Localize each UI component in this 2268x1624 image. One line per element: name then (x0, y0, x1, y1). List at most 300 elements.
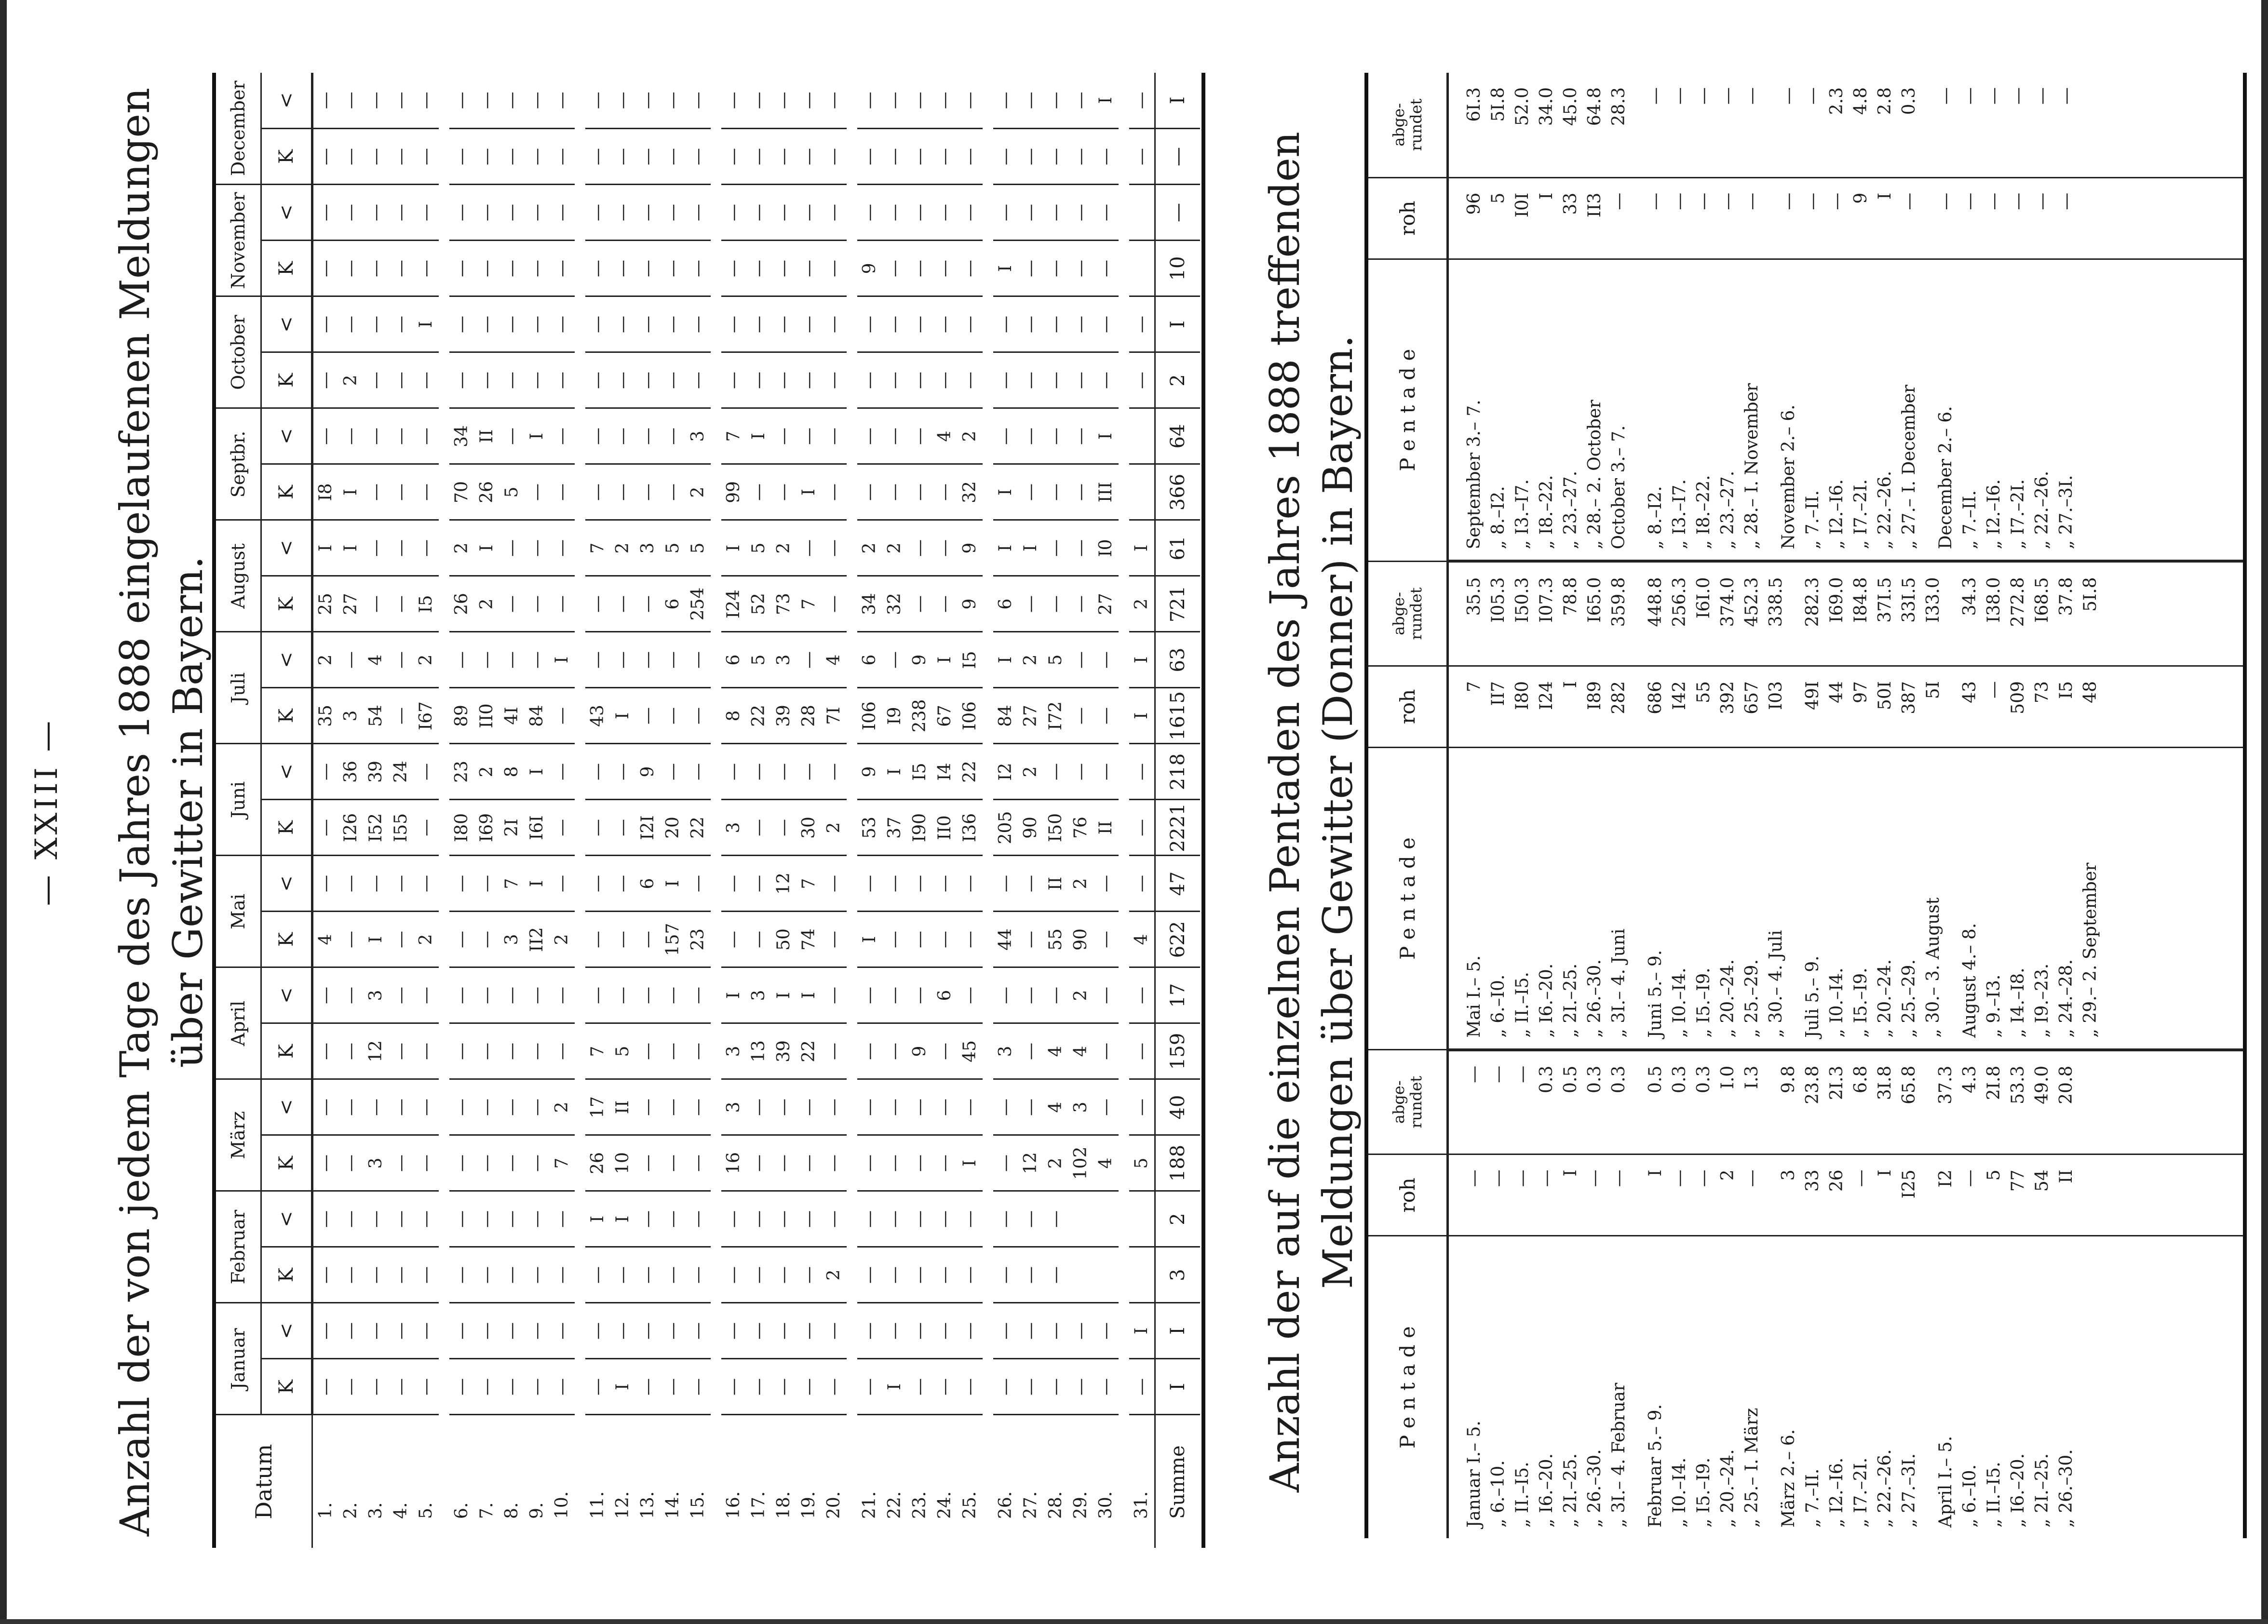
cell-nov-a: — (449, 241, 474, 296)
cell-nov-b: — (414, 185, 439, 241)
cell-aug-b: 5 (686, 520, 711, 576)
cell-aug-a: 27 (1094, 576, 1119, 632)
table-row (958, 73, 983, 1548)
day-label: 30. (1094, 1415, 1119, 1548)
cell-oct-b: — (822, 296, 847, 352)
cell-jul-a: I06 (958, 688, 983, 744)
list-item: Juni 5.– 9. (1646, 950, 1665, 1038)
list-item: 0.5 (1561, 1065, 1580, 1093)
cell-mar-b: — (771, 1079, 796, 1135)
cell-oct-b: — (857, 296, 882, 352)
cell-jun-b: — (414, 744, 439, 800)
cell-mar-b: — (414, 1079, 439, 1135)
cell-oct-a: — (721, 352, 746, 408)
cell-oct-b: — (338, 296, 364, 352)
symbol-lightning-feb: < (261, 1191, 312, 1247)
cell-oct-b: — (796, 296, 822, 352)
cell-dec-b: — (774, 92, 794, 109)
sum-feb-a: 3 (1155, 1247, 1201, 1303)
cell-oct-a: — (1043, 352, 1068, 408)
cell-nov-a: — (661, 241, 686, 296)
list-item: I.3 (1742, 1065, 1762, 1089)
cell-jul-a: — (1094, 688, 1119, 744)
cell-sep-b: 3 (686, 408, 711, 464)
cell-jun-b: I2 (993, 744, 1018, 800)
cell-apr-a: — (474, 1023, 500, 1079)
cell-mai-b: — (958, 856, 983, 912)
list-item: „ 2I.–25. (1561, 1453, 1580, 1528)
list-item: „ I9.–23. (2032, 963, 2052, 1038)
cell-dec-a: — (585, 129, 610, 185)
cell-dec-a: — (525, 129, 550, 185)
cell-jun-a: — (1129, 800, 1155, 856)
month-header-oct: October (216, 296, 261, 408)
cell-aug-a: 254 (686, 576, 711, 632)
list-item: „ 22.–26. (2032, 470, 2052, 550)
cell-feb-a: — (364, 1247, 389, 1303)
cell-dec-a: — (721, 129, 746, 185)
cell-apr-b: — (610, 967, 635, 1023)
cell-mai-a: 23 (686, 912, 711, 967)
cell-jul-b: — (389, 632, 414, 688)
cell-mai-a: — (822, 912, 847, 967)
cell-mai-b: 7 (796, 856, 822, 912)
cell-aug-a: — (932, 576, 958, 632)
cell-jun-a: 3 (721, 800, 746, 856)
cell-jun-b: — (686, 744, 711, 800)
cell-aug-a: — (1043, 576, 1068, 632)
cell-oct-b: — (958, 296, 983, 352)
cell-sep-a: — (907, 464, 932, 520)
day-label: 10. (550, 1415, 575, 1548)
cell-jan-b: — (1094, 1303, 1119, 1359)
cell-oct-a: — (796, 352, 822, 408)
list-item: — (1984, 681, 2004, 699)
cell-jul-a: II0 (474, 688, 500, 744)
list-item: I (1561, 1169, 1580, 1177)
sum-mar-a: 188 (1155, 1135, 1201, 1191)
list-item: „ 6.–I0. (1488, 974, 1508, 1038)
datum-header: Datum (216, 1415, 312, 1548)
cell-mar-b: — (1129, 1079, 1155, 1135)
cell-jan-b: — (857, 1303, 882, 1359)
list-item: I5 (2056, 681, 2076, 699)
cell-jul-b: 4 (822, 632, 847, 688)
month-header-nov: November (216, 185, 261, 296)
list-item: 0.3 (1694, 1065, 1714, 1093)
list-item: „ I2.–I6. (1984, 479, 2004, 550)
cell-apr-a: — (1018, 1023, 1043, 1079)
list-item: I89 (1585, 681, 1605, 711)
cell-oct-a: — (771, 352, 796, 408)
cell-jun-b: — (1094, 744, 1119, 800)
cell-aug-a: — (525, 576, 550, 632)
cell-mar-a: — (907, 1135, 932, 1191)
cell-nov-a: — (610, 241, 635, 296)
cell-feb-a: — (585, 1247, 610, 1303)
cell-jun-b: — (610, 744, 635, 800)
cell-aug-a: 34 (857, 576, 882, 632)
cell-jan-a: I (610, 1359, 635, 1415)
cell-mar-a: — (635, 1135, 661, 1191)
list-item: „ 6.–10. (1488, 1460, 1508, 1528)
symbol-thunder-oct: K (261, 352, 312, 408)
cell-jun-a: I26 (338, 800, 364, 856)
cell-apr-b: — (389, 967, 414, 1023)
day-label: 18. (771, 1415, 796, 1548)
list-item: „ 26.–30. (1585, 1449, 1605, 1528)
cell-feb-a: — (414, 1247, 439, 1303)
cell-feb-a: — (686, 1247, 711, 1303)
cell-aug-a: — (1018, 576, 1043, 632)
cell-sep-a: 5 (500, 464, 525, 520)
sum-jun-a: 2221 (1155, 800, 1201, 856)
symbol-lightning-mai: < (261, 856, 312, 912)
list-item: 37.8 (2056, 577, 2076, 616)
cell-feb-a: — (1018, 1247, 1043, 1303)
list-item: — (1670, 87, 1689, 105)
list-item: 9.8 (1779, 1065, 1798, 1093)
pentade-list-3 (1462, 260, 2079, 560)
cell-jun-a: I50 (1043, 800, 1068, 856)
cell-jun-a: 2I (500, 800, 525, 856)
pentade-list-2 (1462, 748, 2103, 1048)
cell-mar-a: — (338, 1135, 364, 1191)
list-item: „ I5.–I9. (1851, 967, 1871, 1038)
cell-nov-a: I (993, 241, 1018, 296)
list-item: — (1718, 87, 1738, 105)
cell-dec-b: — (552, 92, 572, 109)
list-item: I42 (1670, 681, 1689, 711)
cell-jan-b: — (338, 1303, 364, 1359)
summe-label: Summe (1155, 1415, 1201, 1548)
cell-dec-a: — (1094, 129, 1119, 185)
cell-jun-b: 24 (389, 744, 414, 800)
cell-mai-a: II2 (525, 912, 550, 967)
list-item: 509 (2008, 681, 2028, 714)
list-item: 374.0 (1718, 577, 1738, 627)
cell-mai-b: — (338, 856, 364, 912)
list-item: 48 (2080, 681, 2100, 703)
list-item: I24 (1537, 681, 1556, 711)
cell-feb-a: — (958, 1247, 983, 1303)
cell-nov-b: — (635, 185, 661, 241)
cell-oct-a: — (414, 352, 439, 408)
cell-jun-b: 23 (449, 744, 474, 800)
list-item: 64.8 (1585, 87, 1605, 126)
list-item: 2 (1718, 1169, 1738, 1181)
cell-mai-a: — (746, 912, 771, 967)
list-item: — (1960, 1169, 1980, 1187)
list-item: November 2.– 6. (1779, 404, 1798, 550)
cell-jun-b: — (771, 744, 796, 800)
list-item: „ I0.–I4. (1670, 967, 1689, 1038)
list-item: „ 6.–I0. (1960, 1464, 1980, 1528)
cell-mai-b: — (1129, 856, 1155, 912)
cell-oct-a: — (1094, 352, 1119, 408)
cell-apr-b: — (661, 967, 686, 1023)
list-item: 392 (1718, 681, 1738, 714)
list-item: II (2056, 1169, 2076, 1183)
cell-mai-b: — (686, 856, 711, 912)
table-row (585, 73, 610, 1548)
list-item: — (2056, 192, 2076, 210)
cell-jan-a: — (746, 1359, 771, 1415)
cell-sep-b: I (1094, 408, 1119, 464)
cell-mai-a: 74 (796, 912, 822, 967)
cell-mai-b: — (822, 856, 847, 912)
list-item: „ I0.–I4. (1670, 1457, 1689, 1528)
cell-jan-a: — (550, 1359, 575, 1415)
cell-aug-b: — (550, 520, 575, 576)
table-row (474, 73, 500, 1548)
cell-jul-a: I (1129, 688, 1155, 744)
cell-mar-b: — (1018, 1079, 1043, 1135)
cell-sep-b: — (1043, 408, 1068, 464)
cell-mar-a: — (932, 1135, 958, 1191)
list-item: — (1585, 1169, 1605, 1187)
abge-list-2 (1462, 563, 2103, 665)
symbol-thunder-nov: K (261, 241, 312, 296)
cell-aug-a: 27 (338, 576, 364, 632)
cell-dec-a: — (474, 129, 500, 185)
cell-jul-a: — (661, 688, 686, 744)
cell-dec-b: — (452, 92, 472, 109)
symbol-thunder-mar: K (261, 1135, 312, 1191)
month-header-sep: Septbr. (216, 408, 261, 520)
day-label: 28. (1043, 1415, 1068, 1548)
cell-nov-b: — (1043, 185, 1068, 241)
day-label: 5. (414, 1415, 439, 1548)
list-item: 96 (1464, 192, 1484, 215)
cell-aug-a: — (500, 576, 525, 632)
cell-aug-a: — (550, 576, 575, 632)
cell-mar-b: — (500, 1079, 525, 1135)
cell-oct-b: I (414, 296, 439, 352)
cell-dec-b: — (477, 92, 497, 109)
cell-jan-b: — (1043, 1303, 1068, 1359)
roh-list-3 (1462, 178, 2079, 258)
list-item: December 2.– 6. (1936, 406, 1956, 550)
cell-nov-a: 9 (857, 241, 882, 296)
cell-jul-b: — (449, 632, 474, 688)
cell-jun-a: 53 (857, 800, 882, 856)
cell-mai-b: — (414, 856, 439, 912)
list-item: 78.8 (1561, 577, 1580, 616)
cell-aug-b: — (500, 520, 525, 576)
cell-sep-a: — (932, 464, 958, 520)
month-header-dec: December (216, 73, 261, 185)
list-item: „ 27.– I. December (1899, 385, 1919, 550)
list-item: — (1694, 87, 1714, 105)
cell-feb-b: — (746, 1191, 771, 1247)
cell-sep-a: I (993, 464, 1018, 520)
cell-oct-b: — (550, 296, 575, 352)
list-item: 2.3 (1827, 87, 1847, 115)
list-item: „ 3I.– 4. Februar (1609, 1382, 1629, 1528)
cell-nov-b: — (550, 185, 575, 241)
cell-jul-b: — (796, 632, 822, 688)
cell-nov-a: — (822, 241, 847, 296)
cell-aug-a: 9 (958, 576, 983, 632)
cell-feb-b: — (958, 1191, 983, 1247)
cell-sep-a: — (746, 464, 771, 520)
cell-mai-a: — (474, 912, 500, 967)
list-item: „ 20.–24. (1718, 1449, 1738, 1528)
cell-oct-a: — (449, 352, 474, 408)
cell-aug-a: 2 (1129, 576, 1155, 632)
cell-jan-b: — (1018, 1303, 1043, 1359)
cell-aug-b: 2 (857, 520, 882, 576)
cell-dec-b: — (799, 92, 819, 109)
cell-aug-b: I0 (1094, 520, 1119, 576)
cell-jan-b: I (1129, 1303, 1155, 1359)
cell-apr-b: — (993, 967, 1018, 1023)
cell-jul-b: 4 (364, 632, 389, 688)
sum-sep-a: 366 (1155, 464, 1201, 520)
list-item: „ 27.–3I. (2056, 475, 2076, 550)
list-item: „ 20.–24. (1875, 959, 1895, 1038)
cell-oct-a: — (635, 352, 661, 408)
cell-mai-b: — (364, 856, 389, 912)
cell-dec-b: — (824, 92, 844, 109)
cell-aug-a: 6 (993, 576, 1018, 632)
sum-mai-a: 622 (1155, 912, 1201, 967)
table-row (796, 73, 822, 1548)
cell-dec-b: — (996, 92, 1015, 109)
list-item: „ I7.–2I. (1851, 479, 1871, 550)
cell-feb-b: I (610, 1191, 635, 1247)
cell-jan-a: — (414, 1359, 439, 1415)
cell-dec-a: — (364, 129, 389, 185)
cell-mai-a: 3 (500, 912, 525, 967)
cell-nov-b: — (771, 185, 796, 241)
cell-feb-a: — (550, 1247, 575, 1303)
cell-nov-a: — (771, 241, 796, 296)
cell-jul-b: 2 (1018, 632, 1043, 688)
list-item: 0.3 (1537, 1065, 1556, 1093)
cell-apr-b: — (822, 967, 847, 1023)
cell-jun-a: 205 (993, 800, 1018, 856)
cell-mai-a: — (449, 912, 474, 967)
cell-dec-a: — (746, 129, 771, 185)
list-item: 4.3 (1960, 1065, 1980, 1093)
day-label: 9. (525, 1415, 550, 1548)
cell-aug-b: — (822, 520, 847, 576)
cell-feb-a: — (993, 1247, 1018, 1303)
cell-jul-b: 2 (312, 632, 339, 688)
cell-sep-a: — (771, 464, 796, 520)
symbol-lightning-oct: < (261, 296, 312, 352)
cell-sep-a: — (585, 464, 610, 520)
cell-sep-a: — (661, 464, 686, 520)
cell-sep-b: — (1018, 408, 1043, 464)
cell-dec-a: — (771, 129, 796, 185)
cell-sep-b: — (550, 408, 575, 464)
list-item: „ 26.–30. (1585, 959, 1605, 1038)
cell-feb-a: — (635, 1247, 661, 1303)
list-item: „ 27.–3I. (1899, 1453, 1919, 1528)
list-item: 53.3 (2008, 1065, 2028, 1104)
cell-sep-a: — (822, 464, 847, 520)
cell-aug-b: I (474, 520, 500, 576)
cell-nov-b: — (525, 185, 550, 241)
cell-aug-b: I (1129, 520, 1155, 576)
cell-sep-b: — (907, 408, 932, 464)
table-row (1129, 73, 1155, 1548)
cell-apr-a: 3 (993, 1023, 1018, 1079)
cell-apr-b: I (721, 967, 746, 1023)
cell-oct-b: — (389, 296, 414, 352)
cell-apr-a: — (932, 1023, 958, 1079)
cell-jun-a: — (585, 800, 610, 856)
cell-jan-a: — (932, 1359, 958, 1415)
list-item: I0I (1512, 192, 1532, 218)
page-number: — XXIII — (29, 718, 65, 906)
cell-sep-a: — (1043, 464, 1068, 520)
cell-jul-a: 89 (449, 688, 474, 744)
cell-mai-a: — (721, 912, 746, 967)
cell-feb-a: — (932, 1247, 958, 1303)
day-label: 21. (857, 1415, 882, 1548)
list-item: 282 (1609, 681, 1629, 714)
cell-jan-b: — (686, 1303, 711, 1359)
cell-mar-a: — (661, 1135, 686, 1191)
cell-jul-b: 6 (721, 632, 746, 688)
cell-feb-b: — (635, 1191, 661, 1247)
cell-jan-b: — (661, 1303, 686, 1359)
list-item: „ 2I.–25. (2032, 1453, 2052, 1528)
cell-oct-a: — (525, 352, 550, 408)
pentade-table (1364, 73, 2247, 1538)
cell-feb-a: — (1043, 1247, 1068, 1303)
cell-apr-a: 13 (746, 1023, 771, 1079)
list-item: 97 (1851, 681, 1871, 703)
cell-apr-a: 12 (364, 1023, 389, 1079)
abge-header-2: abge- rundet (1368, 561, 1448, 666)
cell-dec-b: — (391, 92, 411, 109)
cell-dec-a: — (796, 129, 822, 185)
cell-mar-a: 7 (550, 1135, 575, 1191)
cell-mai-b: 2 (1068, 856, 1094, 912)
cell-jul-a: 28 (796, 688, 822, 744)
cell-sep-a: I8 (312, 464, 339, 520)
list-item: I (1537, 192, 1556, 200)
table-row (389, 73, 414, 1548)
symbol-thunder-jun: K (261, 800, 312, 856)
cell-mai-b: — (1018, 856, 1043, 912)
list-item: I84.8 (1851, 577, 1871, 623)
cell-mar-b: — (474, 1079, 500, 1135)
cell-mar-a: — (746, 1135, 771, 1191)
cell-aug-b: 9 (958, 520, 983, 576)
table-row (312, 73, 339, 1548)
cell-jul-a: 67 (932, 688, 958, 744)
cell-mar-a: 3 (364, 1135, 389, 1191)
list-item: I (1875, 1169, 1895, 1177)
abge-list-3 (1462, 73, 2079, 177)
cell-jul-a: 3 (338, 688, 364, 744)
symbol-lightning-jun: < (261, 744, 312, 800)
cell-nov-b: — (958, 185, 983, 241)
cell-jul-a: 43 (585, 688, 610, 744)
list-item: 452.3 (1742, 577, 1762, 627)
cell-nov-b: — (686, 185, 711, 241)
cell-mai-b: II (1043, 856, 1068, 912)
sum-jul-a: 1615 (1155, 688, 1201, 744)
cell-apr-b: — (585, 967, 610, 1023)
cell-dec-b: I (1096, 97, 1116, 104)
